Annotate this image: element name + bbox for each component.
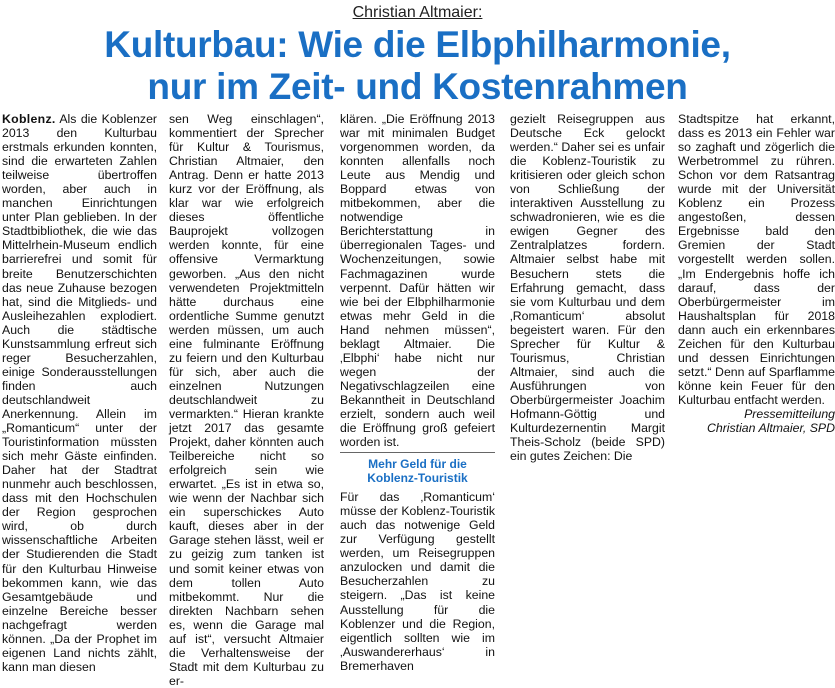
headline-line-2: nur im Zeit- und Kostenrahmen [147, 66, 688, 107]
credit-line-2: Christian Altmaier, SPD [706, 421, 835, 436]
dateline: Koblenz. [2, 112, 56, 126]
kicker [0, 4, 835, 22]
column-1-text: Als die Koblenzer 2013 den Kulturbau erstmals erkunden konnten, sind die erwarteten Zahlen teilweise übertroffen worden, aber auch in manchen Einrichtungen unter Plan geblieben. In der Stadtbibliothek, die wie das Mittelrhein-Museum endlich barrierefrei und somit für breite Benutzerschichten das neue Zuhause bezogen hat, sind die Mitglieds- und Ausleihezahlen explodiert. Auch die städtische Kunstsammlung erfreut sich reger Besucherzahlen, einige Sonderausstellungen finden auch deutschlandweit Anerkennung. Allein im „Romanticum“ unter der Touristinformation müssten sich mehr Gäste einfinden. Daher hat der Stadtrat nunmehr auch beschlossen, dass mit den Hochschulen der Region gesprochen wird, ob durch wissenschaftliche Arbeiten der Studierenden die Stadt für den Kulturbau Hinweise bekommen kann, wie das Gesamtgebäude und einzelne Bereiche besser nachgefragt werden können. „Da der Prophet im eigenen Land nichts zählt, kann man diesen [2, 112, 157, 674]
column-2-text: sen Weg einschlagen“, kommentiert der Sprecher für Kultur & Tourismus, Christian Altmaier, den Antrag. Denn er hatte 2013 kurz vor der Eröffnung, als klar war wie erfolgreich dieses öffentliche Bauprojekt vollzogen werden konnte, für eine offensive Vermarktung geworben. „Aus den nicht verwendeten Projektmitteln hätte durchaus eine ordentliche Summe genutzt werden müssen, um auch eine fulminante Eröffnung zu feiern und den Kulturbau für sich, aber auch die einzelnen Nutzungen deutschlandweit zu vermarkten.“ Hieran krankte jetzt 2017 das gesamte Projekt, daher könnten auch Teilbereiche nicht so erfolgreich sein wie erwartet. „Es ist in etwa so, wie wenn der Nachbar sich ein superschickes Auto kauft, dieses aber in der Garage stehen lässt, weil er zu geizig zum tanken ist und somit keiner etwas von dem tollen Auto mitbekommt. Nur die direkten Nachbarn sehen es, wenn die Garage mal auf ist“, versucht Altmaier die Verhaltensweise der Stadt mit dem Kulturbau zu er- [169, 112, 324, 688]
kicker-text: Christian Altmaier: [352, 4, 483, 21]
headline [0, 24, 835, 108]
headline-line-1: Kulturbau: Wie die Elbphilharmonie, [104, 24, 731, 65]
subheading [340, 452, 495, 485]
article-column-4 [510, 112, 665, 545]
subheading-line-2: Koblenz-Touristik [367, 471, 468, 486]
article-column-2 [169, 112, 324, 688]
column-5-text: Stadtspitze hat erkannt, dass es 2013 ein Fehler war so zaghaft und zögerlich die Werbetrommel zu rühren. Schon vor dem Ratsantrag wurde mit der Universität Koblenz ein Prozess angestoßen, dessen Ergebnisse bald den Gremien der Stadt vorgestellt werden sollen. „Im Endergebnis hoffe ich darauf, dass der Oberbürgermeister im Haushaltsplan für 2018 dann auch ein erkennbares Zeichen für den Kulturbau und dessen Einrichtungen setzt.“ Denn auf Sparflamme könne kein Feuer für den Kulturbau entfacht werden. [678, 112, 835, 407]
column-4-text: gezielt Reisegruppen aus Deutsche Eck gelockt werden.“ Daher sei es unfair die Koblenz-Touristik zu kritisieren oder gleich schon von Schließung der interaktiven Ausstellung zu schwadronieren, wie es die ewigen Gegner des Zentralplatzes fordern. Altmaier selbst habe mit Besuchern stets die Erfahrung gemacht, dass sie vom Kulturbau und dem ‚Romanticum‘ absolut begeistert waren. Für den Sprecher für Kultur & Tourismus, Christian Altmaier, sind auch die Ausführungen von Oberbürgermeister Joachim Hofmann-Göttig und Kulturdezernentin Margit Theis-Scholz (beide SPD) ein gutes Zeichen: Die [510, 112, 665, 464]
column-3-text-bottom: Für das ‚Romanticum‘ müsse der Koblenz-Touristik auch das notwenige Geld zur Verfügung gestellt werden, um Reisegruppen anzulocken und damit die Besucherzahlen zu steigern. „Das ist keine Ausstellung für die Koblenzer und die Region, eigentlich sollten wie im ‚Auswandererhaus‘ in Bremerhaven [340, 490, 495, 673]
column-3-text-top: klären. „Die Eröffnung 2013 war mit minimalen Budget vorgenommen worden, da konnten allenfalls noch Leute aus Mendig und Boppard etwas von mitbekommen, aber die notwendige Berichterstattung in überregionalen Tages- und Wochenzeitungen, sowie Fachmagazinen wurde verpennt. Dafür hätten wir wie bei der Elbphilharmonie etwas mehr Geld in die Hand nehmen müssen“, beklagt Altmaier. Die ‚Elbphi‘ habe nicht nur wegen der Negativschlagzeilen eine Bekanntheit in Deutschland erzielt, sondern auch weil die Eröffnung groß gefeiert worden ist. [340, 112, 495, 450]
article-body [2, 112, 835, 688]
subheading-line-1: Mehr Geld für die [368, 457, 467, 472]
article-column-5 [678, 112, 835, 545]
press-credit [678, 407, 835, 435]
credit-line-1: Pressemitteilung [744, 406, 835, 421]
article-column-1 [2, 112, 157, 674]
article-column-3 [340, 112, 495, 673]
paragraph-1 [2, 112, 157, 674]
